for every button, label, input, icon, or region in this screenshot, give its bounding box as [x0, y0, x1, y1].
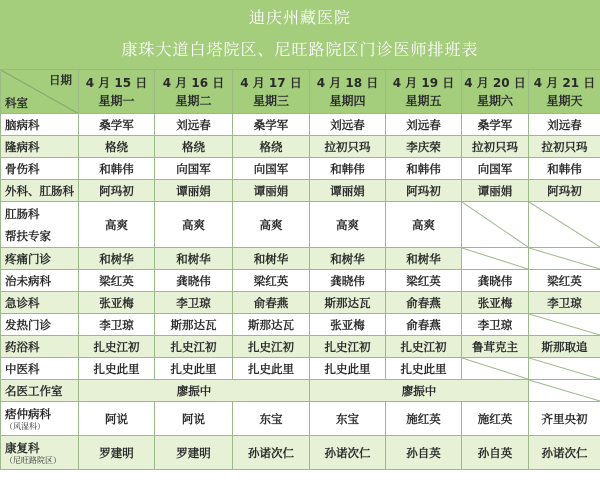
doctor-cell — [233, 202, 310, 248]
doctor-name: 和树华 — [406, 251, 441, 266]
doctor-cell — [386, 358, 462, 380]
department-cell — [1, 358, 79, 380]
doctor-cell — [386, 270, 462, 292]
doctor-cell — [529, 202, 600, 248]
department-cell — [1, 402, 79, 436]
doctor-name: 谭丽娟 — [330, 183, 365, 198]
department-note: （尼旺路院区） — [5, 455, 61, 465]
doctor-name: 桑学军 — [253, 117, 289, 132]
doctor-name: 斯那达瓦 — [324, 295, 371, 310]
day-date: 4 月 16 日 — [162, 75, 225, 90]
doctor-name: 阿说 — [105, 411, 128, 426]
doctor-name: 施红英 — [406, 411, 441, 426]
doctor-name: 拉初只玛 — [472, 139, 518, 154]
department-cell — [1, 180, 79, 202]
department-name: 隆病科 — [5, 139, 40, 154]
doctor-cell — [79, 180, 155, 202]
doctor-name: 和树华 — [330, 251, 365, 266]
doctor-name: 斯那取追 — [541, 339, 588, 354]
doctor-cell — [79, 358, 155, 380]
doctor-name: 东宝 — [336, 411, 359, 426]
doctor-cell — [462, 358, 529, 380]
department-name: 疼痛门诊 — [5, 251, 51, 266]
doctor-cell — [310, 114, 386, 136]
doctor-cell — [386, 336, 462, 358]
doctor-name: 东宝 — [259, 411, 283, 426]
doctor-cell — [462, 136, 529, 158]
doctor-cell — [529, 292, 600, 314]
doctor-cell — [233, 136, 310, 158]
doctor-cell — [529, 180, 600, 202]
doctor-cell — [233, 436, 310, 470]
doctor-cell — [386, 136, 462, 158]
doctor-cell — [155, 436, 233, 470]
day-weekday: 星期六 — [476, 93, 513, 108]
doctor-name: 孙自英 — [477, 445, 513, 460]
day-date: 4 月 19 日 — [392, 75, 455, 90]
doctor-name: 梁红英 — [99, 273, 134, 288]
doctor-cell — [155, 180, 233, 202]
doctor-name: 李卫琼 — [547, 295, 582, 310]
corner-dept-label: 科室 — [5, 96, 28, 110]
department-name: 发热门诊 — [5, 317, 51, 332]
doctor-cell — [79, 270, 155, 292]
doctor-cell — [310, 292, 386, 314]
doctor-cell — [462, 158, 529, 180]
doctor-name: 阿说 — [182, 411, 205, 426]
doctor-cell — [155, 402, 233, 436]
doctor-name: 向国军 — [253, 161, 289, 176]
doctor-name: 拉初只玛 — [541, 139, 588, 154]
doctor-name: 谭丽娟 — [176, 183, 211, 198]
doctor-name: 和韩伟 — [330, 161, 365, 176]
doctor-name: 高爽 — [259, 217, 283, 232]
doctor-cell — [79, 136, 155, 158]
doctor-cell — [386, 202, 462, 248]
doctor-name: 谭丽娟 — [253, 183, 289, 198]
day-header — [155, 70, 233, 114]
department-name: 骨伤科 — [5, 161, 40, 176]
doctor-cell — [462, 292, 529, 314]
doctor-name: 梁红英 — [406, 273, 441, 288]
doctor-name: 斯那达瓦 — [248, 317, 294, 332]
doctor-name: 和树华 — [176, 251, 211, 266]
day-header — [386, 70, 462, 114]
doctor-cell — [462, 402, 529, 436]
doctor-name: 扎史此里 — [248, 361, 294, 376]
day-date: 4 月 17 日 — [240, 75, 302, 90]
doctor-cell — [529, 114, 600, 136]
doctor-cell — [155, 114, 233, 136]
doctor-cell — [310, 380, 529, 402]
doctor-name: 俞春燕 — [406, 295, 441, 310]
doctor-name: 格绕 — [259, 139, 283, 154]
roster-row — [1, 314, 600, 336]
doctor-name: 刘远春 — [406, 117, 441, 132]
doctor-cell — [155, 314, 233, 336]
doctor-name: 扎史此里 — [400, 361, 447, 376]
empty-cell-slash — [462, 358, 528, 379]
doctor-cell — [233, 314, 310, 336]
header-corner — [1, 70, 79, 114]
doctor-cell — [386, 314, 462, 336]
doctor-name: 扎史此里 — [170, 361, 217, 376]
doctor-cell — [233, 158, 310, 180]
doctor-name: 格绕 — [182, 139, 205, 154]
doctor-cell — [79, 402, 155, 436]
roster-row — [1, 248, 600, 270]
doctor-cell — [233, 270, 310, 292]
doctor-cell — [233, 292, 310, 314]
doctor-cell — [155, 358, 233, 380]
doctor-cell — [462, 314, 529, 336]
doctor-name: 张亚梅 — [330, 317, 365, 332]
doctor-cell — [155, 292, 233, 314]
empty-cell-slash — [529, 358, 600, 379]
doctor-name: 刘远春 — [176, 117, 211, 132]
doctor-cell — [233, 336, 310, 358]
roster-row — [1, 402, 600, 436]
empty-cell-slash — [529, 248, 600, 269]
doctor-cell — [462, 114, 529, 136]
doctor-name: 刘远春 — [547, 117, 582, 132]
roster-row — [1, 358, 600, 380]
doctor-cell — [310, 136, 386, 158]
department-name: 药浴科 — [5, 339, 40, 354]
doctor-name: 扎史江初 — [400, 339, 447, 354]
doctor-name: 扎史此里 — [93, 361, 140, 376]
doctor-name: 高爽 — [182, 217, 205, 232]
doctor-cell — [79, 248, 155, 270]
empty-cell-slash — [462, 248, 528, 269]
doctor-cell — [386, 292, 462, 314]
doctor-name: 李卫琼 — [477, 317, 513, 332]
day-header — [529, 70, 600, 114]
doctor-cell — [79, 336, 155, 358]
doctor-cell — [529, 270, 600, 292]
department-cell — [1, 158, 79, 180]
doctor-cell — [529, 314, 600, 336]
doctor-cell — [310, 402, 386, 436]
doctor-name: 和韩伟 — [547, 161, 582, 176]
doctor-cell — [79, 314, 155, 336]
doctor-cell — [386, 158, 462, 180]
doctor-name: 孙诺次仁 — [324, 445, 371, 460]
doctor-cell — [233, 248, 310, 270]
doctor-cell — [529, 336, 600, 358]
roster-row — [1, 136, 600, 158]
doctor-name: 高爽 — [412, 217, 435, 232]
doctor-name: 和树华 — [99, 251, 134, 266]
department-cell — [1, 114, 79, 136]
doctor-cell — [386, 248, 462, 270]
doctor-cell — [529, 248, 600, 270]
doctor-cell — [233, 114, 310, 136]
doctor-cell — [79, 158, 155, 180]
doctor-name: 梁红英 — [547, 273, 582, 288]
day-weekday: 星期一 — [98, 93, 135, 108]
doctor-cell — [310, 358, 386, 380]
doctor-name: 李卫琼 — [176, 295, 211, 310]
doctor-name: 廖振中 — [176, 383, 212, 398]
doctor-name: 斯那达瓦 — [170, 317, 217, 332]
doctor-name: 扎史江初 — [248, 339, 294, 354]
department-name: 痞仲病科 — [5, 406, 51, 421]
doctor-cell — [79, 202, 155, 248]
department-cell — [1, 292, 79, 314]
day-header — [310, 70, 386, 114]
doctor-name: 阿玛初 — [547, 183, 582, 198]
roster-table — [0, 69, 600, 470]
department-cell — [1, 336, 79, 358]
doctor-name: 罗建明 — [99, 445, 134, 460]
doctor-cell — [155, 336, 233, 358]
doctor-cell — [155, 248, 233, 270]
doctor-name: 格绕 — [105, 139, 128, 154]
doctor-cell — [233, 402, 310, 436]
department-name: 肛肠科 — [5, 206, 40, 221]
doctor-cell — [310, 314, 386, 336]
empty-cell-slash — [529, 380, 600, 401]
doctor-cell — [386, 436, 462, 470]
doctor-name: 罗建明 — [176, 445, 211, 460]
doctor-cell — [310, 436, 386, 470]
doctor-cell — [310, 248, 386, 270]
roster-row — [1, 158, 600, 180]
doctor-cell — [386, 180, 462, 202]
doctor-cell — [462, 180, 529, 202]
empty-cell-slash — [529, 314, 600, 335]
doctor-name: 和树华 — [253, 251, 289, 266]
doctor-name: 扎史江初 — [93, 339, 140, 354]
day-date: 4 月 21 日 — [533, 75, 596, 90]
department-name-line2: 帮扶专家 — [5, 228, 51, 243]
department-cell — [1, 136, 79, 158]
day-date: 4 月 15 日 — [85, 75, 148, 90]
doctor-cell — [79, 292, 155, 314]
empty-cell-slash — [529, 202, 600, 247]
day-weekday: 星期天 — [546, 93, 583, 108]
doctor-name: 施红英 — [477, 411, 513, 426]
doctor-name: 刘远春 — [330, 117, 365, 132]
doctor-cell — [462, 248, 529, 270]
doctor-cell — [529, 158, 600, 180]
doctor-cell — [310, 158, 386, 180]
doctor-name: 梁红英 — [253, 273, 289, 288]
doctor-name: 和韩伟 — [99, 161, 134, 176]
doctor-name: 桑学军 — [99, 117, 134, 132]
doctor-cell — [155, 202, 233, 248]
doctor-name: 张亚梅 — [477, 295, 513, 310]
doctor-name: 高爽 — [336, 217, 359, 232]
doctor-cell — [233, 180, 310, 202]
doctor-name: 和韩伟 — [406, 161, 441, 176]
doctor-name: 扎史此里 — [324, 361, 371, 376]
header-row — [1, 70, 600, 114]
doctor-name: 齐里央初 — [541, 411, 588, 426]
title-block — [0, 0, 600, 69]
doctor-name: 谭丽娟 — [477, 183, 513, 198]
department-cell — [1, 248, 79, 270]
doctor-cell — [310, 202, 386, 248]
doctor-cell — [529, 402, 600, 436]
hospital-name: 迪庆州藏医院 — [248, 8, 351, 27]
doctor-cell — [155, 158, 233, 180]
doctor-cell — [529, 380, 600, 402]
doctor-cell — [462, 436, 529, 470]
doctor-name: 张亚梅 — [99, 295, 134, 310]
doctor-name: 龚晓伟 — [477, 273, 513, 288]
doctor-cell — [155, 270, 233, 292]
day-weekday: 星期五 — [405, 93, 442, 108]
roster-title: 康珠大道白塔院区、尼旺路院区门诊医师排班表 — [121, 40, 479, 59]
doctor-name: 桑学军 — [477, 117, 513, 132]
doctor-cell — [155, 136, 233, 158]
department-cell — [1, 202, 79, 248]
roster-row — [1, 114, 600, 136]
doctor-name: 拉初只玛 — [324, 139, 371, 154]
doctor-cell — [462, 270, 529, 292]
doctor-name: 向国军 — [477, 161, 513, 176]
roster-row — [1, 202, 600, 248]
roster-row — [1, 436, 600, 470]
doctor-cell — [79, 380, 310, 402]
doctor-name: 廖振中 — [401, 383, 437, 398]
doctor-cell — [310, 180, 386, 202]
roster-row — [1, 180, 600, 202]
doctor-name: 俞春燕 — [406, 317, 441, 332]
roster-row — [1, 336, 600, 358]
doctor-cell — [310, 336, 386, 358]
day-date: 4 月 18 日 — [316, 75, 379, 90]
department-cell — [1, 270, 79, 292]
department-cell — [1, 380, 79, 402]
doctor-name: 孙自英 — [406, 445, 441, 460]
doctor-name: 李卫琼 — [99, 317, 134, 332]
doctor-cell — [529, 136, 600, 158]
department-cell — [1, 436, 79, 470]
department-name: 外科、肛肠科 — [5, 183, 74, 198]
day-weekday: 星期三 — [252, 93, 289, 108]
corner-date-label: 日期 — [49, 73, 72, 87]
department-name: 名医工作室 — [5, 383, 63, 398]
doctor-cell — [79, 436, 155, 470]
department-name: 急诊科 — [5, 295, 40, 310]
department-name: 治未病科 — [5, 273, 51, 288]
day-header — [462, 70, 529, 114]
doctor-name: 阿玛初 — [406, 183, 441, 198]
department-name: 康复科 — [5, 440, 40, 455]
doctor-name: 扎史江初 — [170, 339, 217, 354]
doctor-name: 阿玛初 — [99, 183, 134, 198]
doctor-cell — [386, 114, 462, 136]
doctor-name: 向国军 — [176, 161, 211, 176]
doctor-name: 扎史江初 — [324, 339, 371, 354]
doctor-cell — [310, 270, 386, 292]
doctor-cell — [529, 358, 600, 380]
doctor-name: 孙诺次仁 — [248, 445, 294, 460]
department-cell — [1, 314, 79, 336]
doctor-cell — [386, 402, 462, 436]
doctor-cell — [529, 436, 600, 470]
empty-cell-slash — [462, 202, 528, 247]
doctor-name: 鲁茸克主 — [472, 339, 518, 354]
doctor-name: 李庆荣 — [406, 139, 441, 154]
day-header — [233, 70, 310, 114]
day-date: 4 月 20 日 — [464, 75, 526, 90]
department-name: 脑病科 — [5, 117, 40, 132]
doctor-cell — [233, 358, 310, 380]
day-weekday: 星期四 — [329, 93, 366, 108]
roster-row — [1, 380, 600, 402]
day-weekday: 星期二 — [175, 93, 212, 108]
doctor-name: 龚晓伟 — [176, 273, 211, 288]
roster-row — [1, 292, 600, 314]
doctor-cell — [79, 114, 155, 136]
department-note: （风湿科） — [5, 421, 45, 431]
doctor-name: 龚晓伟 — [330, 273, 365, 288]
doctor-name: 高爽 — [105, 217, 128, 232]
doctor-cell — [462, 336, 529, 358]
doctor-cell — [462, 202, 529, 248]
department-name: 中医科 — [5, 361, 40, 376]
doctor-name: 俞春燕 — [253, 295, 289, 310]
day-header — [79, 70, 155, 114]
doctor-name: 孙诺次仁 — [541, 445, 588, 460]
roster-row — [1, 270, 600, 292]
